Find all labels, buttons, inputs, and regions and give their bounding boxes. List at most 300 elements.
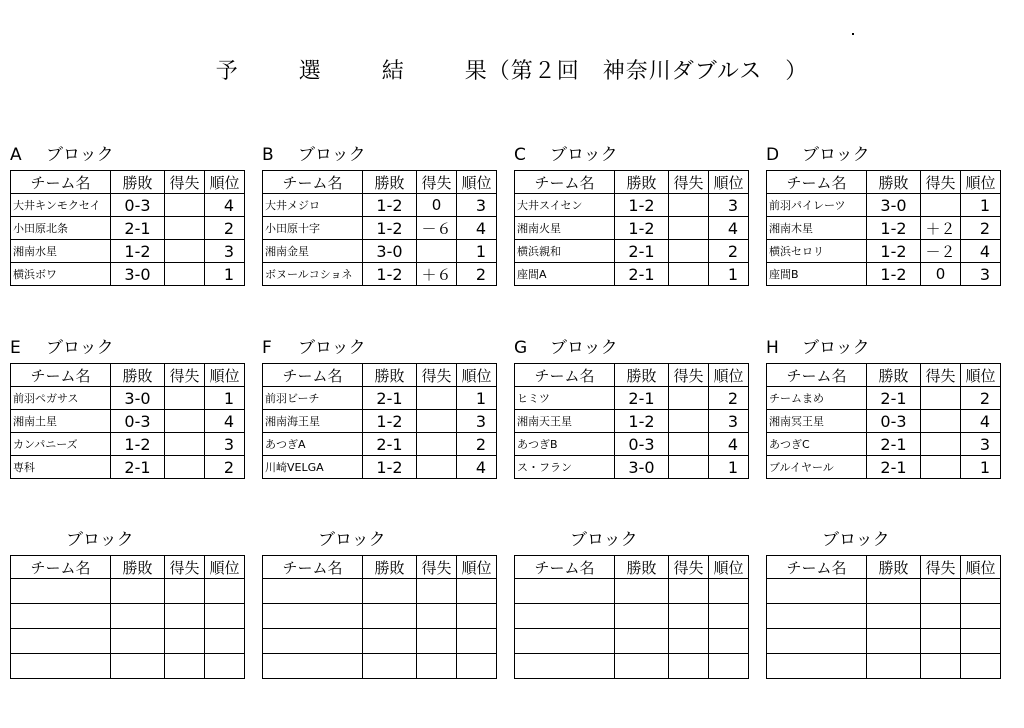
team-name-cell [767,654,867,679]
team-name-cell [767,579,867,604]
record-cell: 1-2 [615,194,669,217]
record-cell: 1-2 [111,433,165,456]
header-diff: 得失 [165,364,205,387]
diff-cell: －６ [417,217,457,240]
rank-cell: 2 [205,217,245,240]
diff-cell: ＋２ [921,217,961,240]
block-letter: B [262,145,274,165]
header-rank: 順位 [961,364,1001,387]
standings-table [514,555,749,679]
table-row [767,217,1001,240]
block-label [766,140,870,164]
block-label [10,333,114,357]
team-name-cell: 前羽ビーチ [263,387,363,410]
block-suffix: ブロック [66,530,134,550]
rank-cell: 4 [709,217,749,240]
rank-cell [961,629,1001,654]
rank-cell: 4 [709,433,749,456]
header-team: チーム名 [263,364,363,387]
table-row [263,604,497,629]
team-name-cell: 湘南天王星 [515,410,615,433]
diff-cell [669,217,709,240]
table-row [515,604,749,629]
table-row [263,194,497,217]
record-cell: 3-0 [615,456,669,479]
header-team: チーム名 [515,171,615,194]
diff-cell [417,456,457,479]
diff-cell [669,240,709,263]
title-char-3: 結 [381,59,405,84]
block-suffix: ブロック [802,145,870,165]
diff-cell: ＋６ [417,263,457,286]
diff-cell [165,629,205,654]
team-name-cell: 湘南水星 [11,240,111,263]
table-row [263,410,497,433]
record-cell: 2-1 [615,263,669,286]
team-name-cell: ボヌールコショネ [263,263,363,286]
block-letter: H [766,338,779,358]
header-team: チーム名 [515,556,615,579]
header-diff: 得失 [669,364,709,387]
block-suffix: ブロック [46,145,114,165]
table-row [515,654,749,679]
block-b [262,145,496,286]
header-diff: 得失 [165,171,205,194]
block-e [10,338,244,479]
standings-table [10,363,245,479]
diff-cell: 0 [921,263,961,286]
table-row [767,604,1001,629]
diff-cell [417,433,457,456]
diff-cell [921,456,961,479]
record-cell: 0-3 [615,433,669,456]
team-name-cell: 座間A [515,263,615,286]
rank-cell [709,654,749,679]
block-label [786,525,890,549]
team-name-cell: 座間B [767,263,867,286]
header-record: 勝敗 [867,556,921,579]
record-cell: 3-0 [867,194,921,217]
header-diff: 得失 [669,556,709,579]
block-suffix: ブロック [822,530,890,550]
standings-table [262,555,497,679]
rank-cell [205,654,245,679]
record-cell [363,579,417,604]
record-cell: 1-2 [363,194,417,217]
diff-cell [165,263,205,286]
block-suffix: ブロック [318,530,386,550]
block-f [262,338,496,479]
header-record: 勝敗 [363,171,417,194]
table-row [11,433,245,456]
header-rank: 順位 [709,556,749,579]
team-name-cell: 大井スイセン [515,194,615,217]
table-header-row [767,556,1001,579]
diff-cell [669,579,709,604]
standings-table [766,170,1001,286]
rank-cell: 1 [457,387,497,410]
block-letter: G [514,338,528,358]
rank-cell: 4 [961,240,1001,263]
rank-cell: 1 [961,194,1001,217]
table-row [11,263,245,286]
header-record: 勝敗 [867,364,921,387]
diff-cell [921,629,961,654]
diff-cell [165,194,205,217]
table-row [515,456,749,479]
header-team: チーム名 [767,364,867,387]
team-name-cell: チームまめ [767,387,867,410]
table-row [263,456,497,479]
team-name-cell [515,654,615,679]
diff-cell [417,654,457,679]
header-rank: 順位 [205,171,245,194]
team-name-cell: 湘南海王星 [263,410,363,433]
header-record: 勝敗 [363,364,417,387]
record-cell: 1-2 [363,263,417,286]
record-cell [615,604,669,629]
rank-cell: 3 [709,194,749,217]
diff-cell [669,263,709,286]
rank-cell: 1 [457,240,497,263]
diff-cell [417,579,457,604]
record-cell: 2-1 [615,240,669,263]
table-row [767,387,1001,410]
title-rest: 果（第２回 神奈川ダブルス ） [464,59,809,84]
rank-cell: 2 [709,240,749,263]
header-diff: 得失 [669,171,709,194]
header-team: チーム名 [263,556,363,579]
header-team: チーム名 [515,364,615,387]
diff-cell [669,387,709,410]
header-rank: 順位 [961,556,1001,579]
block-blank-1 [10,530,244,679]
standings-table [766,555,1001,679]
table-row [263,433,497,456]
table-row [515,579,749,604]
header-team: チーム名 [263,171,363,194]
record-cell: 0-3 [111,194,165,217]
header-rank: 順位 [205,556,245,579]
record-cell [111,629,165,654]
block-suffix: ブロック [802,338,870,358]
block-label [262,333,366,357]
record-cell [111,604,165,629]
table-row [515,433,749,456]
team-name-cell [263,654,363,679]
block-h [766,338,1000,479]
table-row [515,629,749,654]
rank-cell: 4 [961,410,1001,433]
rank-cell [709,579,749,604]
table-row [767,433,1001,456]
team-name-cell: あつぎA [263,433,363,456]
block-label [30,525,134,549]
team-name-cell: ス・フラン [515,456,615,479]
team-name-cell: 湘南金星 [263,240,363,263]
header-rank: 順位 [457,364,497,387]
table-row [515,263,749,286]
record-cell: 1-2 [867,263,921,286]
record-cell: 2-1 [615,387,669,410]
table-row [767,456,1001,479]
header-record: 勝敗 [111,171,165,194]
table-row [263,654,497,679]
rank-cell: 2 [457,263,497,286]
header-rank: 順位 [205,364,245,387]
rank-cell: 2 [205,456,245,479]
rank-cell [205,579,245,604]
block-letter: A [10,145,22,165]
table-row [767,629,1001,654]
team-name-cell [11,629,111,654]
block-letter: E [10,338,21,358]
table-header-row [515,556,749,579]
record-cell [867,579,921,604]
rank-cell [961,579,1001,604]
standings-table [514,363,749,479]
diff-cell [165,433,205,456]
table-row [11,629,245,654]
record-cell [867,629,921,654]
header-record: 勝敗 [111,364,165,387]
table-row [11,217,245,240]
table-row [767,263,1001,286]
record-cell: 2-1 [867,456,921,479]
team-name-cell [767,629,867,654]
record-cell [867,654,921,679]
table-row [11,240,245,263]
diff-cell [165,387,205,410]
table-row [11,410,245,433]
diff-cell [417,240,457,263]
record-cell: 2-1 [111,217,165,240]
header-team: チーム名 [767,556,867,579]
table-row [263,579,497,604]
team-name-cell [11,579,111,604]
record-cell: 3-0 [111,263,165,286]
team-name-cell: ブルイヤール [767,456,867,479]
block-blank-3 [514,530,748,679]
diff-cell [921,604,961,629]
team-name-cell: 小田原十字 [263,217,363,240]
team-name-cell [263,604,363,629]
rank-cell: 3 [457,194,497,217]
team-name-cell: 横浜セロリ [767,240,867,263]
rank-cell: 1 [205,263,245,286]
table-row [11,579,245,604]
diff-cell [165,579,205,604]
header-team: チーム名 [11,556,111,579]
rank-cell: 1 [709,456,749,479]
block-label [282,525,386,549]
table-header-row [515,364,749,387]
rank-cell: 4 [205,194,245,217]
table-row [11,654,245,679]
standings-table [10,555,245,679]
record-cell: 2-1 [363,433,417,456]
standings-table [262,170,497,286]
title-char-2: 選 [298,59,322,84]
table-header-row [263,556,497,579]
team-name-cell: 横浜親和 [515,240,615,263]
diff-cell [669,629,709,654]
table-row [515,240,749,263]
rank-cell: 4 [457,456,497,479]
team-name-cell: 横浜ボワ [11,263,111,286]
table-header-row [263,364,497,387]
header-record: 勝敗 [111,556,165,579]
diff-cell [669,456,709,479]
record-cell [615,654,669,679]
table-row [515,217,749,240]
team-name-cell: 専科 [11,456,111,479]
header-team: チーム名 [767,171,867,194]
team-name-cell: 大井キンモクセイ [11,194,111,217]
table-header-row [11,364,245,387]
table-row [263,217,497,240]
page-title [0,54,1024,85]
team-name-cell: 湘南冥王星 [767,410,867,433]
block-d [766,145,1000,286]
team-name-cell: カンパニーズ [11,433,111,456]
record-cell [615,629,669,654]
block-letter: F [262,338,272,358]
record-cell [867,604,921,629]
diff-cell [165,604,205,629]
block-label [766,333,870,357]
table-row [515,410,749,433]
block-suffix: ブロック [550,338,618,358]
table-header-row [11,556,245,579]
block-label [534,525,638,549]
header-diff: 得失 [921,556,961,579]
team-name-cell [515,604,615,629]
record-cell [363,629,417,654]
stray-mark [852,33,854,35]
record-cell: 1-2 [867,240,921,263]
team-name-cell: 湘南火星 [515,217,615,240]
table-header-row [11,171,245,194]
standings-table [766,363,1001,479]
block-label [262,140,366,164]
standings-table [514,170,749,286]
table-row [767,240,1001,263]
header-rank: 順位 [457,556,497,579]
record-cell: 1-2 [363,456,417,479]
team-name-cell: ヒミツ [515,387,615,410]
table-row [263,629,497,654]
table-row [515,194,749,217]
record-cell [111,654,165,679]
block-suffix: ブロック [570,530,638,550]
team-name-cell [11,604,111,629]
diff-cell [165,654,205,679]
table-row [11,456,245,479]
block-suffix: ブロック [298,145,366,165]
diff-cell [921,433,961,456]
team-name-cell [11,654,111,679]
block-blank-2 [262,530,496,679]
diff-cell [921,579,961,604]
header-diff: 得失 [165,556,205,579]
rank-cell [205,629,245,654]
team-name-cell [767,604,867,629]
team-name-cell: 前羽ペガサス [11,387,111,410]
block-label [10,140,114,164]
header-record: 勝敗 [363,556,417,579]
rank-cell: 4 [457,217,497,240]
block-g [514,338,748,479]
title-char-1: 予 [215,59,239,84]
header-record: 勝敗 [615,171,669,194]
header-rank: 順位 [457,171,497,194]
header-diff: 得失 [417,364,457,387]
record-cell: 1-2 [363,410,417,433]
table-row [11,604,245,629]
table-row [515,387,749,410]
rank-cell: 2 [961,217,1001,240]
record-cell [111,579,165,604]
block-suffix: ブロック [550,145,618,165]
block-suffix: ブロック [46,338,114,358]
rank-cell: 3 [457,410,497,433]
rank-cell: 3 [205,240,245,263]
record-cell: 0-3 [111,410,165,433]
block-label [514,333,618,357]
team-name-cell: 湘南土星 [11,410,111,433]
record-cell: 1-2 [615,410,669,433]
header-team: チーム名 [11,364,111,387]
header-rank: 順位 [709,171,749,194]
diff-cell: 0 [417,194,457,217]
header-record: 勝敗 [615,364,669,387]
header-diff: 得失 [921,171,961,194]
record-cell: 0-3 [867,410,921,433]
diff-cell [921,410,961,433]
diff-cell [669,654,709,679]
record-cell: 3-0 [111,387,165,410]
table-header-row [767,171,1001,194]
block-letter: C [514,145,526,165]
team-name-cell: 前羽パイレーツ [767,194,867,217]
table-row [767,579,1001,604]
team-name-cell: あつぎC [767,433,867,456]
table-row [767,194,1001,217]
rank-cell [457,579,497,604]
record-cell: 1-2 [363,217,417,240]
table-row [11,387,245,410]
diff-cell [669,604,709,629]
record-cell: 2-1 [111,456,165,479]
rank-cell: 1 [709,263,749,286]
header-rank: 順位 [709,364,749,387]
block-label [514,140,618,164]
header-rank: 順位 [961,171,1001,194]
diff-cell [921,387,961,410]
team-name-cell: あつぎB [515,433,615,456]
rank-cell: 3 [961,263,1001,286]
record-cell: 1-2 [615,217,669,240]
rank-cell [961,654,1001,679]
diff-cell [165,410,205,433]
record-cell: 3-0 [363,240,417,263]
record-cell: 1-2 [111,240,165,263]
table-row [11,194,245,217]
record-cell: 2-1 [363,387,417,410]
diff-cell [165,240,205,263]
rank-cell [457,604,497,629]
